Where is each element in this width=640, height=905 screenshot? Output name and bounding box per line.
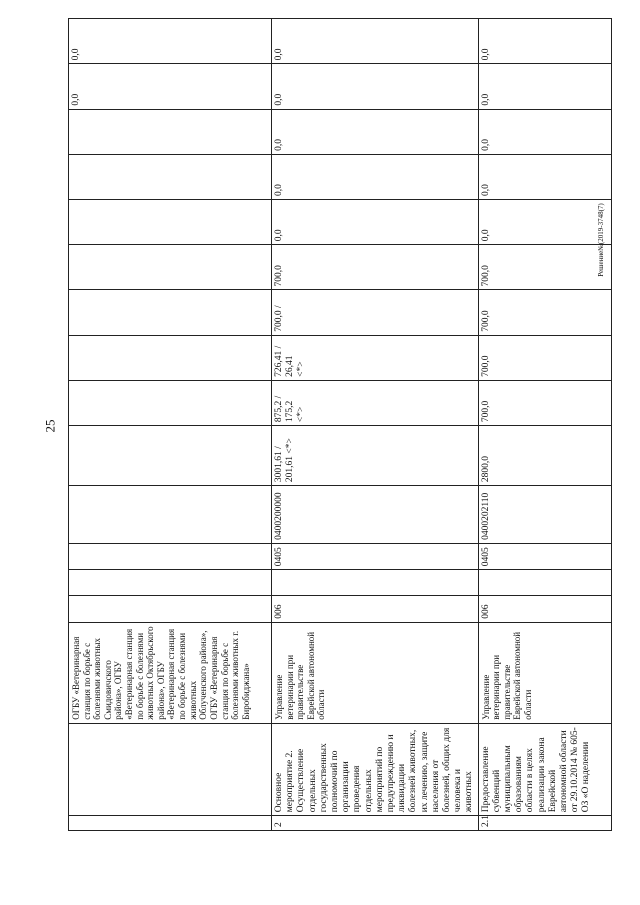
program-table: [68, 18, 612, 831]
cell-total: 2800,0: [478, 426, 611, 486]
cell-grbs: [69, 596, 272, 622]
cell-no: 2.1: [478, 816, 611, 831]
cell-vr: 0400202110: [478, 486, 611, 544]
cell-2017: 700,0: [478, 290, 611, 335]
cell-csr: 0405: [478, 543, 611, 569]
cell-2020: 0,0: [478, 154, 611, 199]
cell-rzpr: [478, 570, 611, 596]
cell-csr: [69, 543, 272, 569]
cell-csr: 0405: [272, 543, 479, 569]
cell-no: 2: [272, 816, 479, 831]
cell-vr: [69, 486, 272, 544]
cell-total: 3001,61 / 201,61 <*>: [272, 426, 479, 486]
table-row: [69, 19, 272, 831]
cell-2015: [69, 380, 272, 425]
cell-2022: 0,0: [69, 64, 272, 109]
cell-2018: [69, 245, 272, 290]
cell-2017: 700,0 /: [272, 290, 479, 335]
cell-2015: 700,0: [478, 380, 611, 425]
cell-2023: 0,0: [272, 19, 479, 64]
page-number: 25: [42, 419, 58, 433]
cell-rzpr: [69, 570, 272, 596]
cell-vr: 0400200000: [272, 486, 479, 544]
cell-2020: 0,0: [272, 154, 479, 199]
cell-2023: 0,0: [69, 19, 272, 64]
cell-2019: 0,0: [478, 200, 611, 245]
cell-executor: ОГБУ «Ветеринарная станция по борьбе с болезнями животных Смидовичского района», ОГБУ «Ветеринарная станция по борьбе с болезнями животных Октябрьского района», ОГБУ «Ветеринарная станция по борьбе с болезнями животных Облученского района», ОГБУ «Ветеринарная станция по борьбе с болезнями животных г. Биробиджана»: [69, 622, 272, 723]
rotated-table-wrapper: [68, 18, 612, 831]
cell-2023: 0,0: [478, 19, 611, 64]
table-row: [272, 19, 479, 831]
cell-name: Предоставление субвенций муниципальным образованиям области в целях реализации закона Еврейской автономной области от 29.10.2014 № 605-ОЗ «О наделении: [478, 723, 611, 816]
cell-2015: 875,2 / 175,2 <*>: [272, 380, 479, 425]
cell-2016: 726,41 / 26,41 <*>: [272, 335, 479, 380]
cell-no: [69, 816, 272, 831]
cell-2017: [69, 290, 272, 335]
cell-2022: 0,0: [478, 64, 611, 109]
cell-grbs: 006: [272, 596, 479, 622]
cell-2018: 700,0: [478, 245, 611, 290]
cell-2020: [69, 154, 272, 199]
table-stage: [68, 18, 592, 831]
cell-executor: Управление ветеринарии при правительстве Еврейской автономной области: [272, 622, 479, 723]
cell-2021: 0,0: [478, 109, 611, 154]
cell-executor: Управление ветеринарии при правительстве Еврейской автономной области: [478, 622, 611, 723]
cell-2021: [69, 109, 272, 154]
cell-2021: 0,0: [272, 109, 479, 154]
cell-2016: 700,0: [478, 335, 611, 380]
side-note-text: Решение№(2019-3748(7): [597, 203, 605, 277]
table-row: [478, 19, 611, 831]
cell-2019: 0,0: [272, 200, 479, 245]
cell-name: [69, 723, 272, 816]
cell-name: Основное мероприятие 2. Осуществление отдельных государственных полномочий по организации проведения отдельных мероприятий по предупреждению и ликвидации болезней животных, их лечению, защите населения от болезней, общих для человека и животных: [272, 723, 479, 816]
cell-2016: [69, 335, 272, 380]
cell-total: [69, 426, 272, 486]
cell-2019: [69, 200, 272, 245]
cell-2018: 700,0: [272, 245, 479, 290]
cell-grbs: 006: [478, 596, 611, 622]
cell-2022: 0,0: [272, 64, 479, 109]
cell-rzpr: [272, 570, 479, 596]
